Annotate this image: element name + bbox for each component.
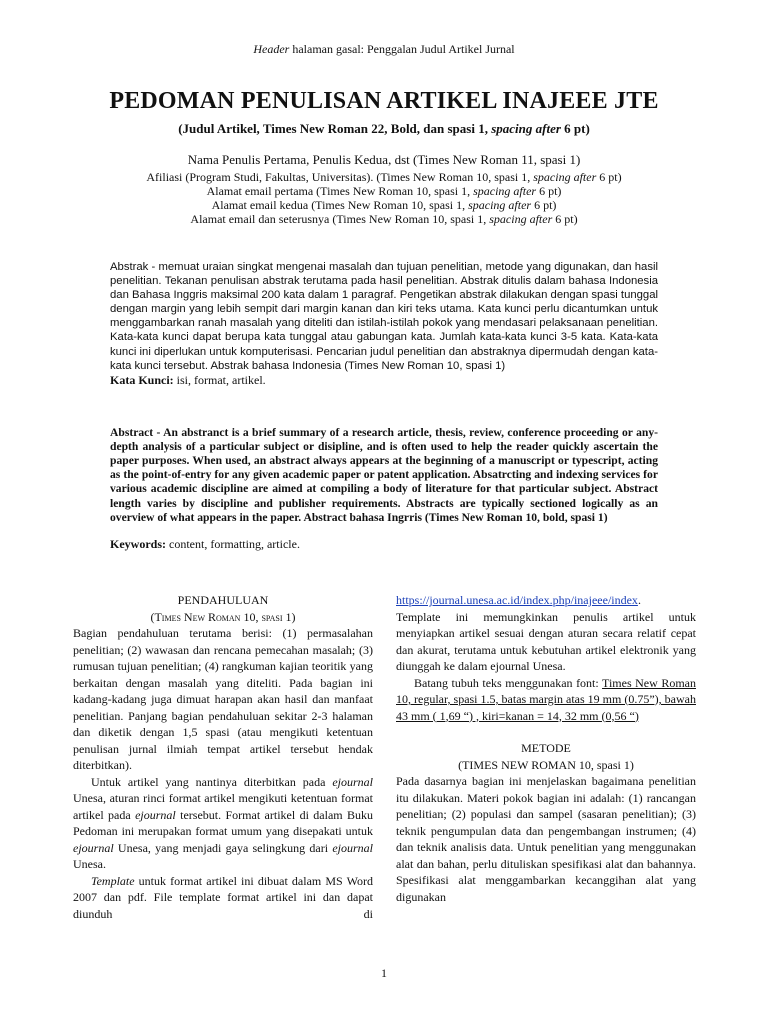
email-line: Alamat email dan seterusnya (Times New Roman 10, spasi 1, spacing after 6 pt): [190, 212, 578, 226]
abstract-english: [110, 414, 658, 563]
email-line: Alamat email kedua (Times New Roman 10, spasi 1, spacing after 6 pt): [211, 198, 557, 212]
section-heading: PENDAHULUAN: [177, 593, 269, 607]
abstract-body: Abstract - An abstranct is a brief summary of a research article, thesis, review, conference proceeding or any-depth analysis of a particular subject or disipline, and is often used to help the reader quickly ascertain the paper purposes. When used, an abstract always appears at the beginning of a manuscript or typescript, acting as the point-of-entry for any given academic paper or patent application. Absatrcting and indexing services for various academic discipline are aimed at compiling a body of literature for that particular subject. Abstract length varies by discipline and publisher requirements. Abstracts are typically sectioned logically as an overview of what appears in the paper. Abstract bahasa Ingrris (Times New Roman 10, bold, spasi 1): [110, 425, 658, 524]
journal-link[interactable]: https://journal.unesa.ac.id/index.php/inajeee/index: [396, 593, 638, 607]
keywords-indonesian: Kata Kunci: isi, format, artikel.: [110, 372, 266, 387]
right-column: [396, 592, 696, 905]
paragraph: Pada dasarnya bagian ini menjelaskan bagaimana penelitian itu dilakukan. Materi pokok bagian ini adalah: (1) rancangan penelitian; (2) populasi dan sampel (sasaran penelitian); (3) teknik pengumpulan data dan pengembangan instrumen; (4) dan teknik analisis data. Untuk penelitian yang menggunakan alat dan bahan, perlu dituliskan spesifikasi alat dan bahannya. Spesifikasi alat menggambarkan kecanggihan alat yang digunakan: [396, 774, 696, 904]
paragraph: Template ini memungkinkan penulis artikel untuk menyiapkan artikel sesuai dengan aturan secara relatif cepat dan akurat, terutama untuk kebutuhan artikel elektronik yang diunggah ke dalam ejournal Unesa.: [396, 609, 696, 673]
paragraph: Untuk artikel yang nantinya diterbitkan pada ejournal Unesa, aturan rinci format artikel mengikuti ketentuan format artikel pada ejournal tersebut. Format artikel di dalam Buku Pedoman ini merupakan format umum yang disepakati untuk ejournal Unesa, yang menjadi gaya selingkung dari ejournal Unesa.: [73, 774, 373, 871]
left-column: [73, 592, 373, 922]
keywords-english: Keywords: content, formatting, article.: [110, 537, 300, 552]
paragraph: Bagian pendahuluan terutama berisi: (1) permasalahan penelitian; (2) wawasan dan rencana pemecahan masalah; (3) rumusan tujuan penelitian; (4) rangkuman kajian teoritik yang berkaitan dengan masalah yang diteliti. Pada bagian ini kadang-kadang juga dimuat harapan akan hasil dan manfaat penelitian. Panjang bagian pendahuluan sekitar 2-3 halaman dan diketik dengan 1,5 spasi (atau mengikuti ketentuan penulisan jurnal ilmiah tempat artikel tersebut hendak diterbitkan).: [73, 626, 373, 772]
section-heading: METODE: [521, 741, 571, 755]
paragraph: Batang tubuh teks menggunakan font: Times New Roman 10, regular, spasi 1.5, batas margin atas 19 mm (0.75”), bawah 43 mm ( 1,69 “) , kiri=kanan = 14, 32 mm (0,56 “): [396, 675, 696, 723]
paragraph: https://journal.unesa.ac.id/index.php/inajeee/index.: [396, 593, 641, 607]
running-header: Header halaman gasal: Penggalan Judul Artikel Jurnal: [253, 42, 515, 56]
section-subheading: (Times New Roman 10, spasi 1): [150, 609, 296, 624]
affiliation-line: Afiliasi (Program Studi, Fakultas, Universitas). (Times New Roman 10, spasi 1, spacing after 6 pt): [146, 170, 622, 184]
page-number: 1: [381, 966, 387, 980]
abstract-body: Abstrak - memuat uraian singkat mengenai masalah dan tujuan penelitian, metode yang digunakan, dan hasil penelitian. Tekanan penulisan abstrak terutama pada hasil penelitian. Abstrak ditulis dalam bahasa Indonesia dan Bahasa Inggris maksimal 200 kata dalam 1 paragraf. Pengetikan abstrak dilakukan dengan spasi tunggal dengan margin yang lebih sempit dari margin kanan dan kiri teks utama. Kata kunci perlu dicantumkan untuk menggambarkan ranah masalah yang diteliti dan istilah-istilah pokok yang mendasari pelaksanaan penelitian. Kata-kata kunci dapat berupa kata tunggal atau gabungan kata. Jumlah kata-kata kunci 3-5 kata. Kata-kata kunci ini diperlukan untuk komputerisasi. Pencarian judul penelitian dan abstraknya dipermudah dengan kata-kata kunci tersebut. Abstrak bahasa Indonesia (Times New Roman 10, spasi 1): [110, 261, 658, 372]
author-names: Nama Penulis Pertama, Penulis Kedua, dst (Times New Roman 11, spasi 1): [187, 152, 581, 167]
email-line: Alamat email pertama (Times New Roman 10, spasi 1, spacing after 6 pt): [206, 184, 562, 198]
affiliations: [0, 170, 768, 226]
abstract-indonesian: [110, 260, 658, 387]
article-subtitle: (Judul Artikel, Times New Roman 22, Bold, dan spasi 1, spacing after 6 pt): [178, 121, 590, 136]
section-subheading: (TIMES NEW ROMAN 10, spasi 1): [458, 757, 634, 772]
article-title: PEDOMAN PENULISAN ARTIKEL INAJEEE JTE: [109, 88, 659, 114]
paragraph: Template untuk format artikel ini dibuat dalam MS Word 2007 dan pdf. File template format artikel ini dan dapat diunduh di: [73, 873, 373, 921]
